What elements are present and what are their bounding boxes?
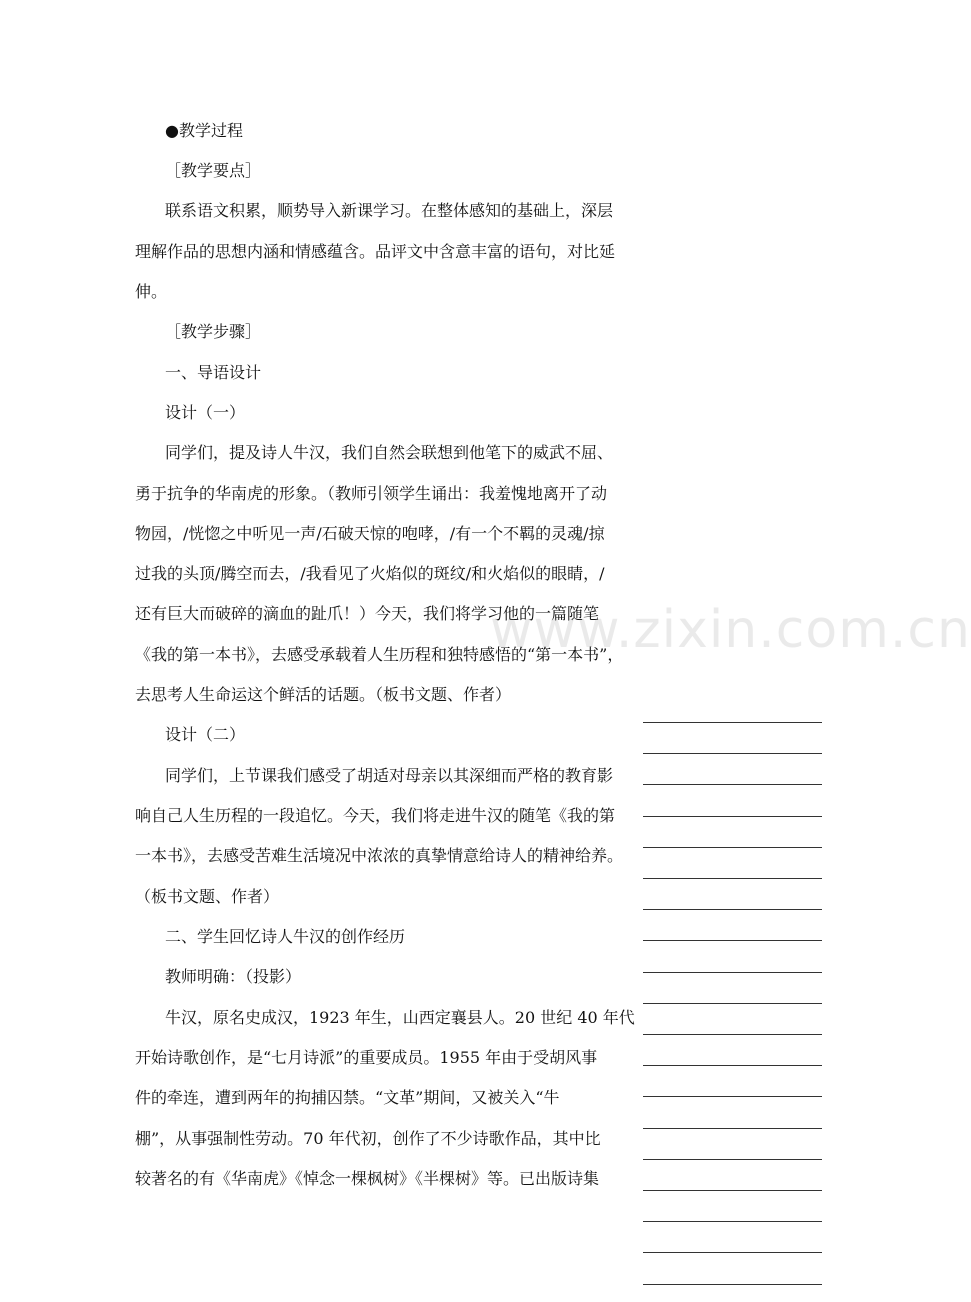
note-line — [643, 1096, 822, 1097]
note-line — [643, 972, 822, 973]
note-line — [643, 1190, 822, 1191]
text-line: 去思考人生命运这个鲜活的话题。（板书文题、作者） — [135, 685, 512, 704]
text-line: ●教学过程 — [165, 121, 243, 140]
note-line — [643, 940, 822, 941]
text-line: 较著名的有《华南虎》《悼念一棵枫树》《半棵树》等。已出版诗集 — [135, 1169, 600, 1188]
note-line — [643, 1065, 822, 1066]
note-line — [643, 784, 822, 785]
note-line — [643, 753, 822, 754]
text-line: 伸。 — [135, 282, 168, 301]
text-line: 设计（二） — [165, 725, 246, 744]
text-line: 同学们，上节课我们感受了胡适对母亲以其深细而严格的教育影 — [165, 766, 614, 785]
text-line: 响自己人生历程的一段追忆。今天，我们将走进牛汉的随笔《我的第 — [135, 806, 616, 825]
text-line: 一本书》，去感受苦难生活境况中浓浓的真挚情意给诗人的精神给养。 — [135, 846, 624, 865]
note-line — [643, 1221, 822, 1222]
text-line: 还有巨大而破碎的滴血的趾爪！）今天，我们将学习他的一篇随笔 — [135, 604, 600, 623]
text-line: （板书文题、作者） — [135, 887, 280, 906]
text-line: 牛汉，原名史成汉，1923 年生，山西定襄县人。20 世纪 40 年代 — [165, 1008, 635, 1027]
note-line — [643, 878, 822, 879]
text-line: 联系语文积累，顺势导入新课学习。在整体感知的基础上，深层 — [165, 201, 614, 220]
text-line: 勇于抗争的华南虎的形象。（教师引领学生诵出：我羞愧地离开了动 — [135, 484, 608, 503]
note-line — [643, 1284, 822, 1285]
text-line: 二、学生回忆诗人牛汉的创作经历 — [165, 927, 406, 946]
text-line: ［教学步骤］ — [165, 322, 262, 341]
text-line: 设计（一） — [165, 403, 246, 422]
text-line: 棚”，从事强制性劳动。70 年代初，创作了不少诗歌作品，其中比 — [135, 1129, 601, 1148]
note-line — [643, 847, 822, 848]
text-line: 一、导语设计 — [165, 363, 262, 382]
watermark: www.zixin.com.cn — [490, 600, 971, 660]
text-line: 过我的头顶/腾空而去，/我看见了火焰似的斑纹/和火焰似的眼睛，/ — [135, 564, 605, 583]
text-line: 开始诗歌创作，是“七月诗派”的重要成员。1955 年由于受胡风事 — [135, 1048, 598, 1067]
text-line: 《我的第一本书》，去感受承载着人生历程和独特感悟的“第一本书”， — [135, 645, 624, 664]
text-line: 理解作品的思想内涵和情感蕴含。品评文中含意丰富的语句，对比延 — [135, 242, 616, 261]
text-line: 教师明确：（投影） — [165, 967, 302, 986]
note-line — [643, 1128, 822, 1129]
note-line — [643, 722, 822, 723]
note-line — [643, 1003, 822, 1004]
note-line — [643, 816, 822, 817]
note-line — [643, 909, 822, 910]
note-line — [643, 1252, 822, 1253]
note-line — [643, 1159, 822, 1160]
note-line — [643, 1034, 822, 1035]
text-line: 件的牵连，遭到两年的拘捕囚禁。“文革”期间，又被关入“牛 — [135, 1088, 560, 1107]
text-line: 同学们，提及诗人牛汉，我们自然会联想到他笔下的威武不屈、 — [165, 443, 614, 462]
text-line: 物园，/恍惚之中听见一声/石破天惊的咆哮，/有一个不羁的灵魂/掠 — [135, 524, 605, 543]
text-line: ［教学要点］ — [165, 161, 262, 180]
